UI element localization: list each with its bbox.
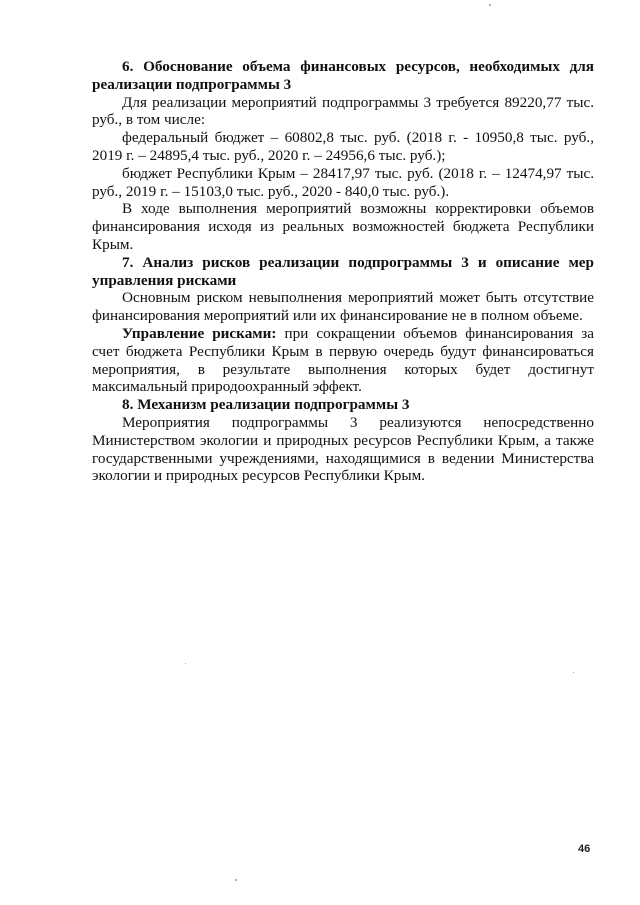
section-8-heading: 8. Механизм реализации подпрограммы 3 — [122, 396, 410, 414]
section-6-paragraph-federal: федеральный бюджет – 60802,8 тыс. руб. (2018 г. - 10950,8 тыс. руб., 2019 г. – 24895,4 тыс. руб., 2020 г. – 24956,6 тыс. руб.); — [92, 129, 594, 164]
section-6-paragraph-total: Для реализации мероприятий подпрограммы 3 требуется 89220,77 тыс. руб., в том числе: — [92, 93, 594, 129]
page-number: 46 — [578, 843, 591, 855]
section-6-paragraph-adjustments: В ходе выполнения мероприятий возможны корректировки объемов финансирования исходя из реальных возможностей бюджета Республики Крым. — [92, 200, 594, 253]
document-body — [92, 58, 594, 485]
scan-speck — [235, 879, 237, 881]
section-7-paragraph-risk: Основным риском невыполнения мероприятий может быть отсутствие финансирования мероприятий или их финансирование не в полном объеме. — [92, 289, 594, 325]
risk-management-label: Управление рисками: — [122, 324, 277, 342]
scan-speck — [489, 4, 491, 6]
scan-speck — [185, 663, 186, 664]
section-8-paragraph-mechanism: Мероприятия подпрограммы 3 реализуются непосредственно Министерством экологии и природных ресурсов Республики Крым, а также государственными учреждениями, находящимися в ведении Министерства экологии и природных ресурсов Республики Крым. — [92, 413, 594, 485]
risk-management-text: при сокращении объемов финансирования за счет бюджета Республики Крым в первую очередь будут финансироваться мероприятия, в результате выполнения которых будет достигнут максимальный природоохранный эффект. — [92, 324, 595, 396]
section-7-heading: 7. Анализ рисков реализации подпрограммы 3 и описание мер управления рисками — [92, 253, 594, 289]
section-6-heading: 6. Обоснование объема финансовых ресурсов, необходимых для реализации подпрограммы 3 — [92, 58, 594, 93]
section-6-paragraph-regional: бюджет Республики Крым – 28417,97 тыс. руб. (2018 г. – 12474,97 тыс. руб., 2019 г. – 15103,0 тыс. руб., 2020 - 840,0 тыс. руб.). — [92, 164, 594, 200]
section-7-paragraph-management — [92, 325, 594, 396]
scan-speck — [573, 672, 574, 673]
